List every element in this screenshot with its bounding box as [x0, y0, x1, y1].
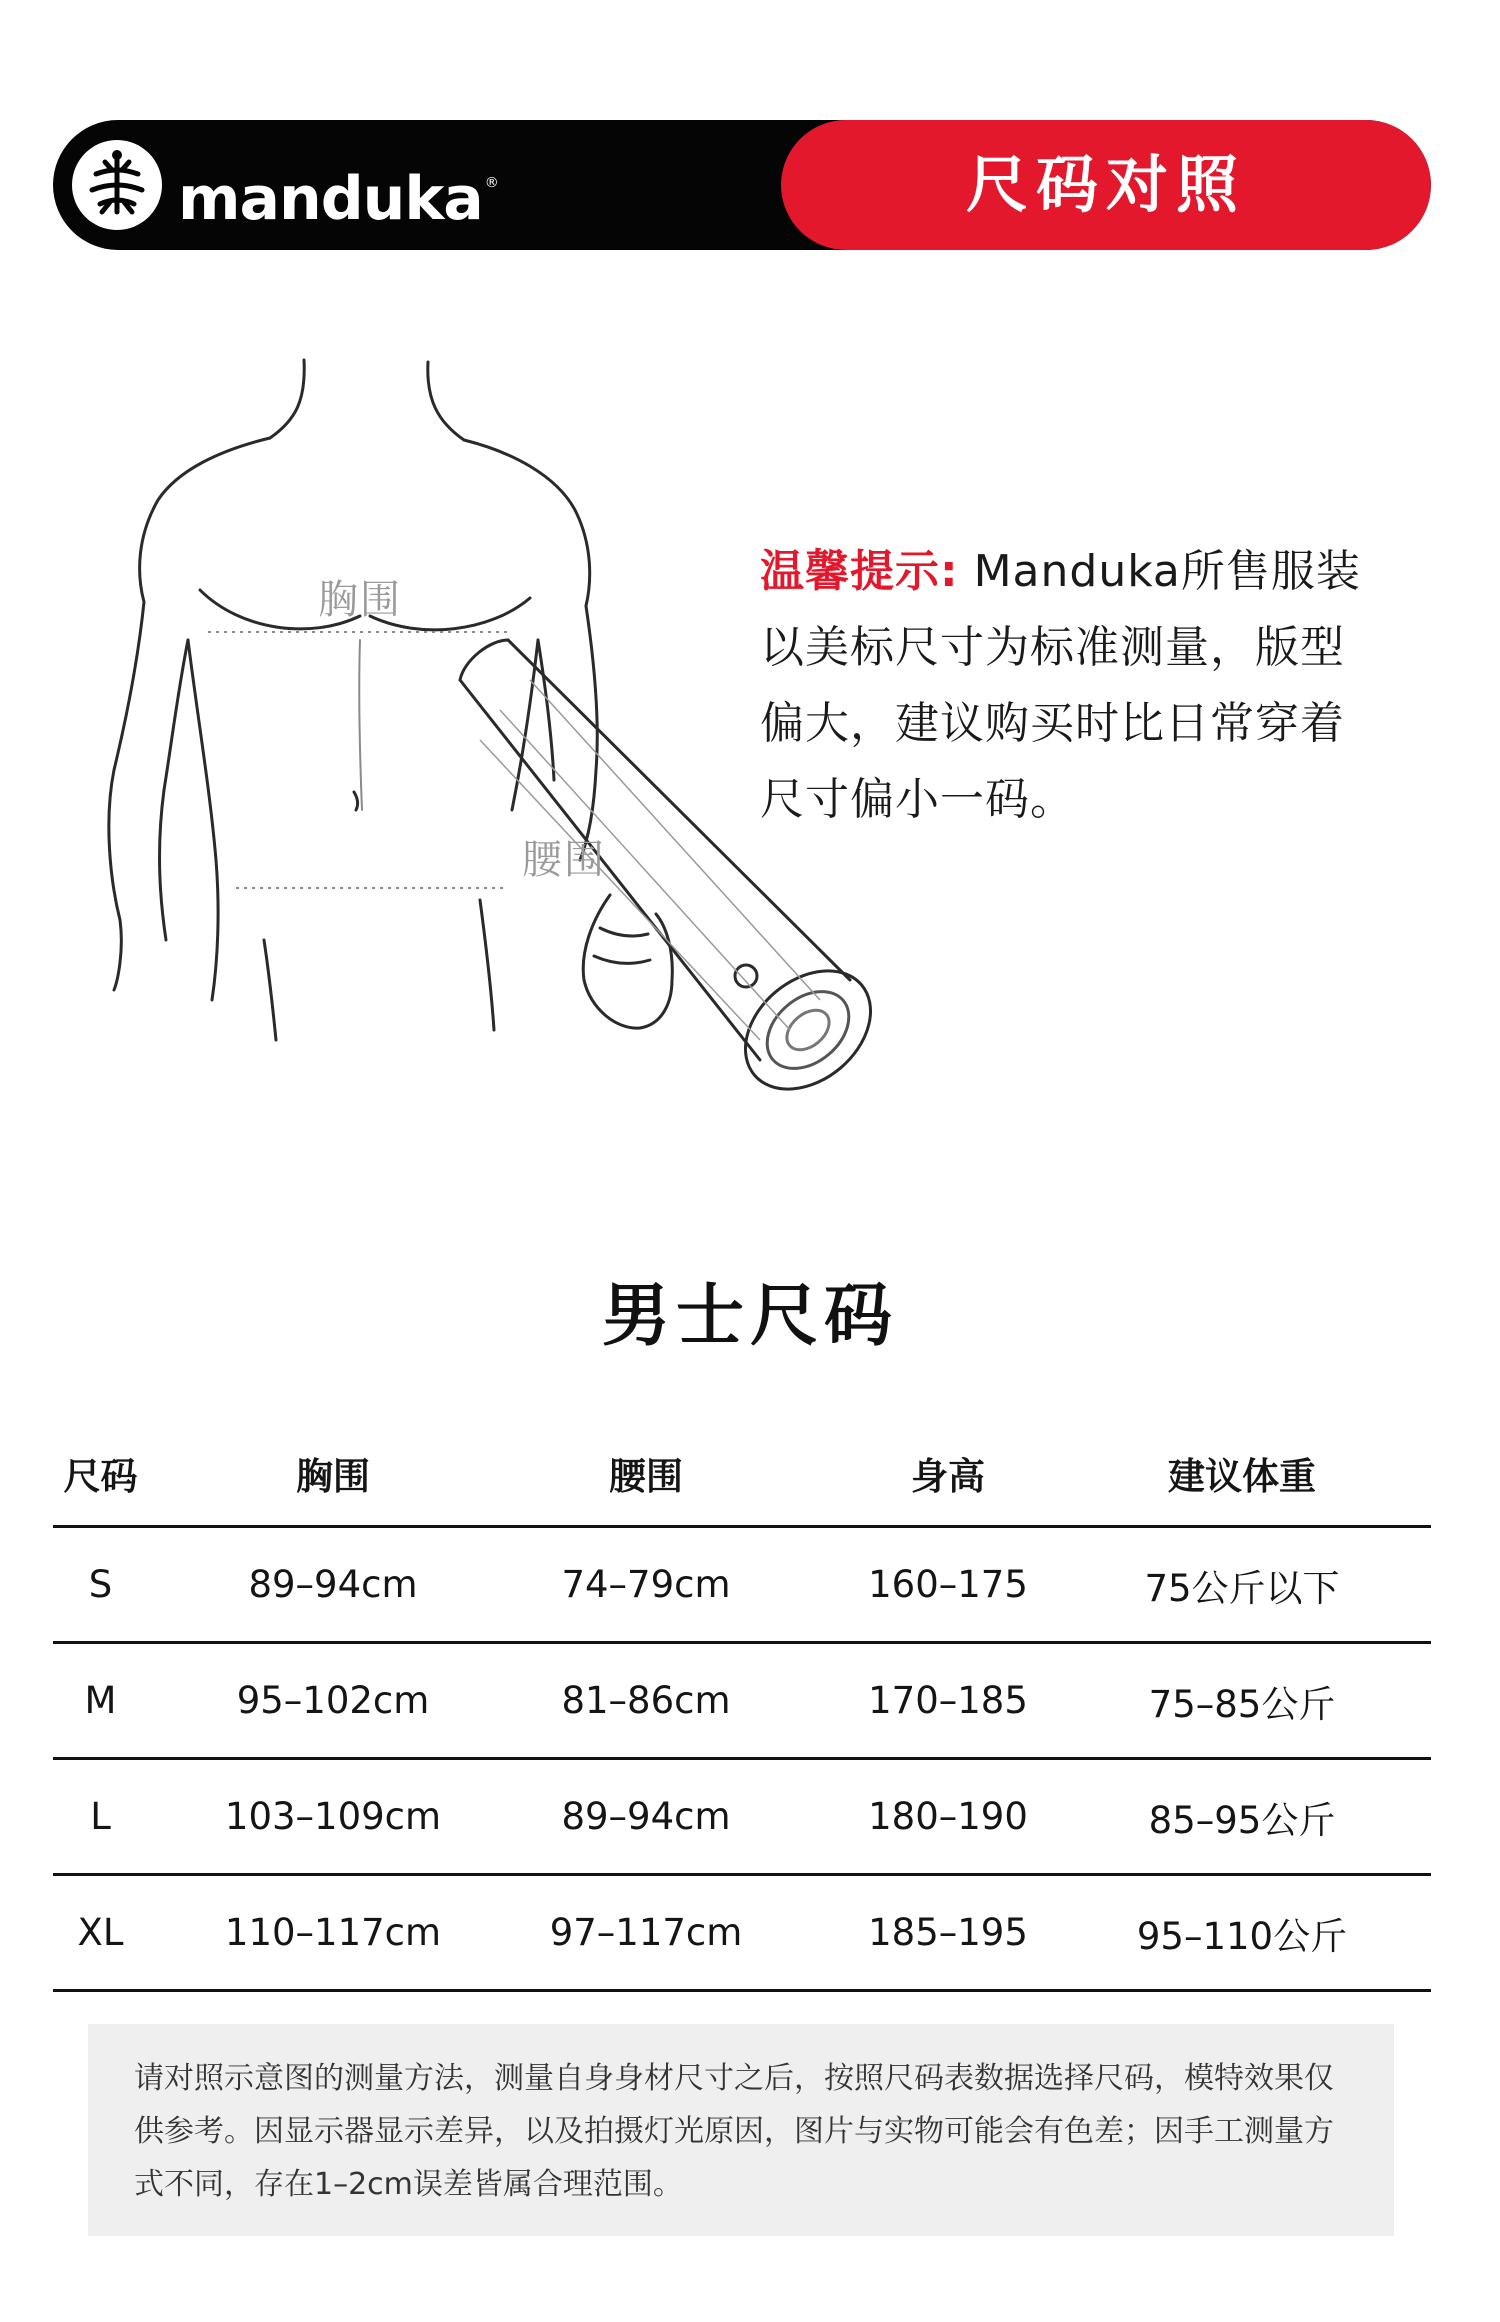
cell-size: XL [77, 1911, 124, 1954]
table-row [53, 1528, 1431, 1644]
cell-height: 185–195 [868, 1911, 1028, 1954]
brand-wordmark: manduka ® [178, 164, 498, 234]
tip-body: Manduka所售服装以美标尺寸为标准测量，版型偏大，建议购买时比日常穿着尺寸偏小一码。 [760, 546, 1361, 825]
header-size: 尺码 [63, 1455, 138, 1498]
header-chest: 胸围 [296, 1455, 370, 1498]
section-title: 男士尺码 [601, 1277, 898, 1356]
cell-chest: 95–102cm [236, 1679, 430, 1722]
header-weight: 建议体重 [1168, 1455, 1316, 1498]
cell-waist: 97–117cm [549, 1911, 743, 1954]
cell-chest: 110–117cm [224, 1911, 442, 1954]
chest-label: 胸围 [318, 577, 402, 623]
cell-size: M [84, 1679, 117, 1722]
table-row [53, 1644, 1431, 1760]
cell-weight: 85–95公斤 [1148, 1798, 1336, 1842]
header-banner [53, 120, 1431, 250]
title-pill [781, 120, 1431, 250]
tip-label: 温馨提示: [760, 546, 959, 597]
waist-label: 腰围 [522, 837, 606, 883]
page-title: 尺码对照 [965, 148, 1246, 221]
cell-size: L [90, 1795, 111, 1838]
tip-text [760, 534, 1380, 838]
cell-waist: 74–79cm [561, 1563, 731, 1606]
cell-height: 170–185 [868, 1679, 1028, 1722]
manduka-lotus-logo-icon [72, 140, 162, 230]
cell-chest: 89–94cm [248, 1563, 418, 1606]
size-table [53, 1428, 1431, 1992]
cell-height: 180–190 [868, 1795, 1028, 1838]
table-row [53, 1876, 1431, 1992]
cell-weight: 95–110公斤 [1136, 1914, 1348, 1958]
cell-chest: 103–109cm [224, 1795, 442, 1838]
table-row [53, 1760, 1431, 1876]
cell-size: S [88, 1563, 113, 1606]
cell-waist: 89–94cm [561, 1795, 731, 1838]
header-height: 身高 [911, 1455, 985, 1498]
header-waist: 腰围 [609, 1455, 683, 1498]
measurement-note: 请对照示意图的测量方法，测量自身身材尺寸之后，按照尺码表数据选择尺码，模特效果仅供参考。因显示器显示差异，以及拍摄灯光原因，图片与实物可能会有色差；因手工测量方式不同，存在1–2cm误差皆属合理范围。 [88, 2024, 1394, 2236]
cell-waist: 81–86cm [561, 1679, 731, 1722]
cell-height: 160–175 [868, 1563, 1028, 1606]
cell-weight: 75公斤以下 [1144, 1566, 1340, 1610]
cell-weight: 75–85公斤 [1148, 1682, 1336, 1726]
table-header-row [53, 1428, 1431, 1528]
